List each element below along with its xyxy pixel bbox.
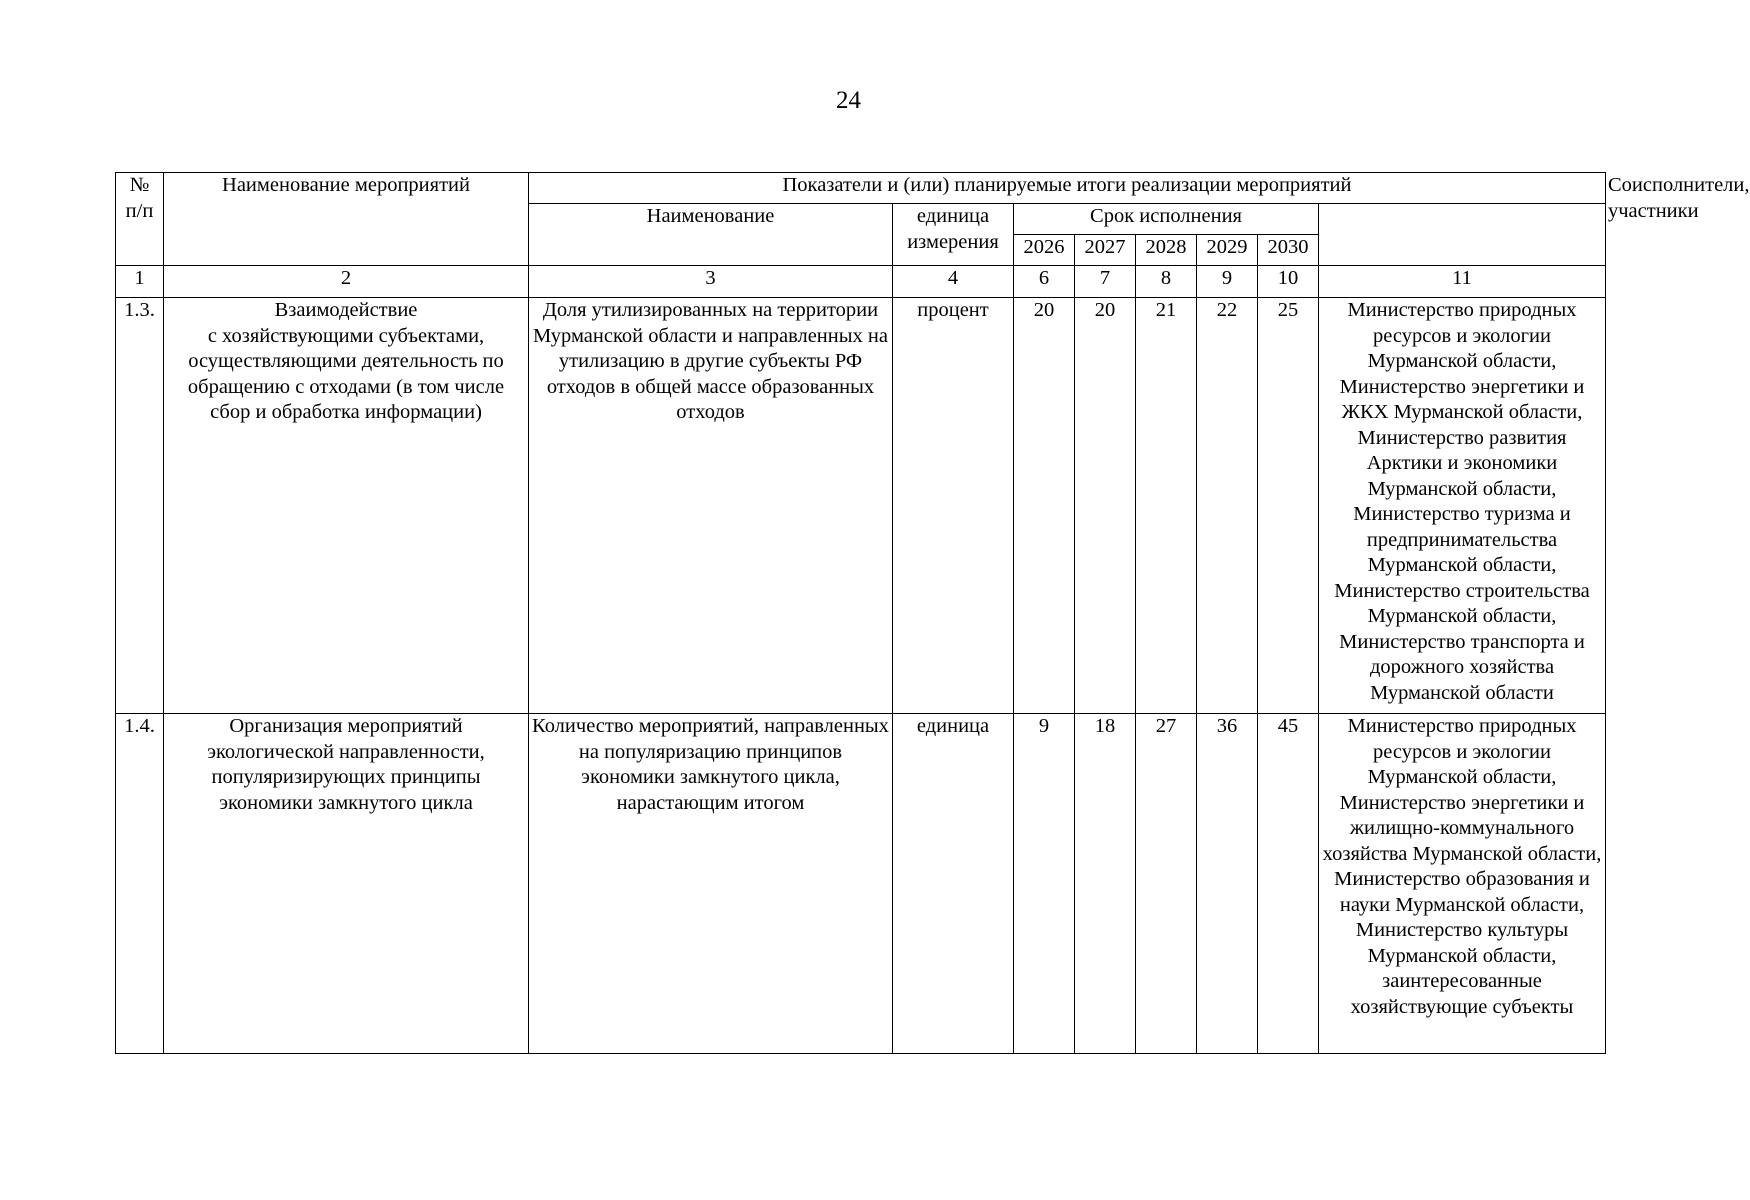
header-number: № п/п (116, 173, 164, 266)
partners: Министерство природных ресурсов и экологии Мурманской области, Министерство энергетики и ЖКХ Мурманской области, Министерство развития Арктики и экономики Мурманской области, Министерство туризма и предпринимательства Мурманской области, Министерство строительства Мурманской области, Министерство транспорта и дорожного хозяйства Мурманской области (1319, 298, 1606, 714)
header-year: 2028 (1136, 235, 1197, 266)
header-year: 2027 (1075, 235, 1136, 266)
column-number: 11 (1319, 266, 1606, 298)
value-2027: 20 (1075, 298, 1136, 714)
header-deadline: Срок исполнения (1014, 204, 1319, 235)
column-number: 7 (1075, 266, 1136, 298)
table-row (116, 298, 1606, 714)
unit: процент (893, 298, 1014, 714)
header-indicator-name: Наименование (529, 204, 893, 266)
indicator-name: Доля утилизированных на территории Мурманской области и направленных на утилизацию в другие субъекты РФ отходов в общей массе образованных отходов (529, 298, 893, 714)
value-2029: 36 (1197, 714, 1258, 1054)
value-2028: 21 (1136, 298, 1197, 714)
header-measure-name: Наименование мероприятий (164, 173, 529, 266)
column-number: 10 (1258, 266, 1319, 298)
table-row (116, 714, 1606, 1054)
value-2027: 18 (1075, 714, 1136, 1054)
column-number: 9 (1197, 266, 1258, 298)
column-number: 8 (1136, 266, 1197, 298)
value-2030: 25 (1258, 298, 1319, 714)
header-year: 2030 (1258, 235, 1319, 266)
value-2030: 45 (1258, 714, 1319, 1054)
row-number: 1.3. (116, 298, 164, 714)
unit: единица (893, 714, 1014, 1054)
value-2028: 27 (1136, 714, 1197, 1054)
header-unit: единица измерения (893, 204, 1014, 266)
header-indicators: Показатели и (или) планируемые итоги реализации мероприятий (529, 173, 1606, 204)
value-2029: 22 (1197, 298, 1258, 714)
header-year: 2029 (1197, 235, 1258, 266)
column-number: 1 (116, 266, 164, 298)
column-number: 4 (893, 266, 1014, 298)
value-2026: 9 (1014, 714, 1075, 1054)
measure-name: Организация мероприятий экологической направленности, популяризирующих принципы экономики замкнутого цикла (164, 714, 529, 1054)
value-2026: 20 (1014, 298, 1075, 714)
page-number: 24 (836, 87, 861, 114)
row-number: 1.4. (116, 714, 164, 1054)
column-numbers-row (116, 266, 1606, 298)
partners: Министерство природных ресурсов и экологии Мурманской области, Министерство энергетики и жилищно-коммунального хозяйства Мурманской области, Министерство образования и науки Мурманской области, Министерство культуры Мурманской области, заинтересованные хозяйствующие субъекты (1319, 714, 1606, 1054)
measure-name: Взаимодействие с хозяйствующими субъектами, осуществляющими деятельность по обращению с отходами (в том числе сбор и обработка информации) (164, 298, 529, 714)
indicator-name: Количество мероприятий, направленных на популяризацию принципов экономики замкнутого цикла, нарастающим итогом (529, 714, 893, 1054)
column-number: 2 (164, 266, 529, 298)
column-number: 3 (529, 266, 893, 298)
header-year: 2026 (1014, 235, 1075, 266)
table-header-row-1: № п/п Наименование мероприятий Показатели и (или) планируемые итоги реализации мероприятий Соисполнители, участники (116, 173, 1606, 204)
column-number: 6 (1014, 266, 1075, 298)
measures-table (115, 172, 1750, 1054)
